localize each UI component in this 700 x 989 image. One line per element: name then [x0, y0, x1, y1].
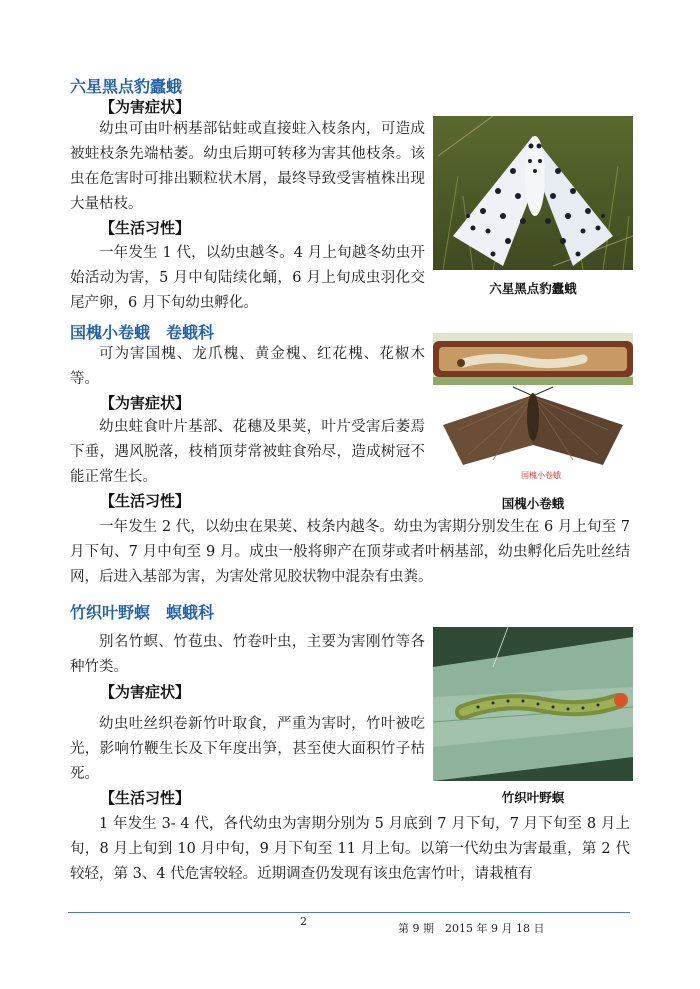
- leopard-moth-photo: [433, 116, 633, 270]
- sophora-leafroller-caption: 国槐小卷蛾: [501, 496, 565, 511]
- photo-watermark-label: 国槐小卷蛾: [521, 471, 561, 480]
- host-text: 可为害国槐、龙爪槐、黄金槐、红花槐、花椒木等。: [70, 346, 425, 387]
- page-number: 2: [300, 915, 307, 928]
- bamboo-pyralid-caption: 竹织叶野螟: [501, 790, 565, 805]
- habits-heading: 【生活习性】: [100, 219, 191, 237]
- leopard-moth-caption: 六星黑点豹蠹蛾: [489, 281, 577, 296]
- habits-heading: 【生活习性】: [100, 492, 191, 510]
- symptoms-text: 幼虫可由叶柄基部钻蛀或直接蛀入枝条内，可造成被蛀枝条先端枯萎。幼虫后期可转移为害其他枝条。该虫在危害时可排出颗粒状木屑，最终导致受害植株出现大量枯枝。: [70, 121, 425, 212]
- issue-date: 第 9 期 2015 年 9 月 18 日: [398, 922, 545, 935]
- symptoms-heading: 【为害症状】: [100, 98, 191, 116]
- symptoms-text: 幼虫吐丝织卷新竹叶取食，严重为害时，竹叶被吃光，影响竹鞭生长及下年度出笋，甚至使大面积竹子枯死。: [70, 716, 425, 782]
- symptoms-text: 幼虫蛀食叶片基部、花穗及果荚，叶片受害后萎焉下垂，遇风脱落，枝梢顶芽常被蛀食殆尽，造成树冠不能正常生长。: [70, 419, 425, 485]
- section-title-leopard-moth: 六星黑点豹蠹蛾: [70, 77, 183, 96]
- symptoms-heading: 【为害症状】: [100, 683, 191, 701]
- habits-text: 1 年发生 3- 4 代，各代幼虫为害期分别为 5 月底到 7 月下旬，7 月下旬至 8 月上旬，8 月上旬到 10 月中旬，9 月下旬至 11 月上旬。以第一代幼虫为害最重，第 2 代较轻，第 3、4 代危害较轻。近期调查仍发现有该虫危害竹叶，请栽植有: [70, 816, 630, 882]
- symptoms-heading: 【为害症状】: [100, 394, 191, 412]
- footer-divider: [68, 912, 630, 913]
- bamboo-pyralid-larva-photo: [433, 627, 633, 781]
- section-title-sophora-leafroller: 国槐小卷蛾 卷蛾科: [70, 323, 215, 342]
- habits-text: 一年发生 2 代，以幼虫在果荚、枝条内越冬。幼虫为害期分别发生在 6 月上旬至 7 月下旬、7 月中旬至 9 月。成虫一般将卵产在顶芽或者叶柄基部，幼虫孵化后先吐丝结网，后进入基部为害，为害处常见胶状物中混杂有虫粪。: [70, 519, 630, 585]
- section-title-bamboo-pyralid: 竹织叶野螟 螟蛾科: [70, 603, 215, 622]
- sophora-leafroller-moth-photo: [433, 385, 633, 482]
- habits-text: 一年发生 1 代，以幼虫越冬。4 月上旬越冬幼虫开始活动为害，5 月中旬陆续化蛹，6 月上旬成虫羽化交尾产卵，6 月下旬幼虫孵化。: [70, 245, 425, 311]
- larva-in-pod-photo: [433, 333, 633, 385]
- host-text: 别名竹螟、竹苞虫、竹卷叶虫，主要为害刚竹等各种竹类。: [70, 634, 425, 675]
- habits-heading: 【生活习性】: [100, 789, 191, 807]
